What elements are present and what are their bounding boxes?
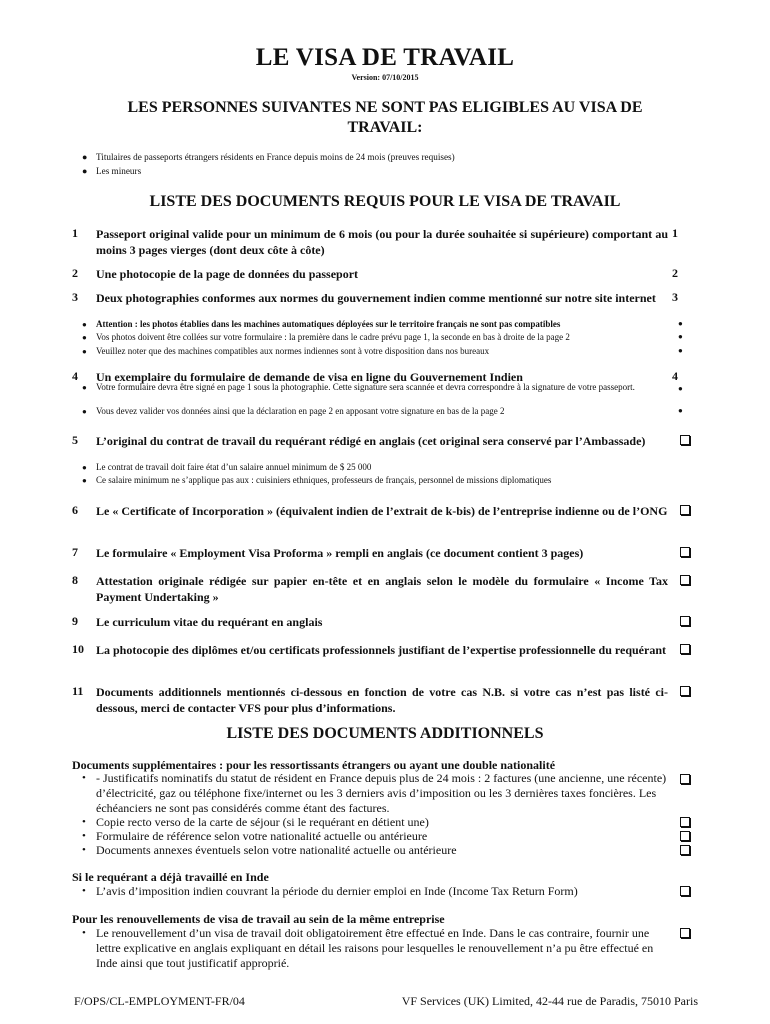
checkbox-icon[interactable] — [680, 774, 690, 784]
bullet-icon: • — [82, 885, 86, 897]
sub-note: ● Attention : les photos établies dans les machines automatiques déployées sur le territoire français ne sont pas compatibles — [82, 319, 561, 329]
bullet-icon: ● — [82, 407, 87, 416]
checkbox-icon[interactable] — [680, 435, 690, 445]
ineligible-item: ● Les mineurs — [82, 166, 142, 176]
bullet-icon: ● — [82, 152, 88, 162]
bullet-icon: ● — [82, 166, 88, 176]
additional-item: • Formulaire de référence selon votre nationalité actuelle ou antérieure — [82, 829, 428, 843]
additional-section-title: Pour les renouvellements de visa de travail au sein de la même entreprise — [72, 912, 445, 926]
version-label: Version: 07/10/2015 — [351, 73, 419, 82]
required-item-6: Le « Certificate of Incorporation » (équivalent indien de l’extrait de k-bis) de l’entreprise indienne ou de l’ONG — [96, 504, 668, 518]
required-item-10: La photocopie des diplômes et/ou certificats professionnels justifiant de l’expertise professionnelle du requérant — [96, 643, 666, 657]
item-number: 11 — [72, 684, 84, 698]
additional-item: • - Justificatifs nominatifs du statut de résident en France depuis plus de 24 mois : 2 factures (une ancienne, une récente) d’électricité, gaz ou téléphone fixe/internet ou les 3 derniers avis d’imposition ou les 3 dernières taxes foncières. Les échéanciers ne sont pas considérés comme étant des factures. — [82, 771, 667, 815]
bullet-icon: • — [82, 816, 86, 828]
required-item-8: Attestation originale rédigée sur papier en-tête et en anglais selon le modèle du formulaire « Income Tax Payment Undertaking » — [96, 574, 668, 604]
checkbox-icon[interactable] — [680, 575, 690, 585]
item-number: 3 — [72, 290, 78, 304]
item-number: 9 — [72, 614, 78, 628]
additional-section-title: Si le requérant a déjà travaillé en Inde — [72, 870, 269, 884]
sub-note: ● Le contrat de travail doit faire état d’un salaire annuel minimum de $ 25 000 — [82, 462, 372, 472]
bullet-icon: ● — [82, 333, 87, 342]
ineligible-item: ● Titulaires de passeports étrangers résidents en France depuis moins de 24 mois (preuves requises) — [82, 152, 455, 162]
bullet-icon: ● — [82, 476, 87, 485]
page-ref: 3 — [672, 290, 678, 304]
ineligible-heading: LES PERSONNES SUIVANTES NE SONT PAS ELIGIBLES AU VISA DE TRAVAIL: — [127, 99, 643, 136]
footer-address: VF Services (UK) Limited, 42-44 rue de Paradis, 75010 Paris — [401, 994, 698, 1008]
additional-item: • Le renouvellement d’un visa de travail doit obligatoirement être effectué en Inde. Dans le cas contraire, fournir une lettre explicative en anglais expliquant en détail les raisons pour lesquelles le renouvellement n’a pu être effectué en Inde ainsi que tout justificatif approprié. — [82, 926, 654, 970]
sub-note: ● Veuillez noter que des machines compatibles aux normes indiennes sont à votre disposition dans nos bureaux — [82, 346, 490, 356]
bullet-icon: • — [82, 927, 86, 939]
bullet-icon: ● — [678, 406, 683, 415]
bullet-icon: ● — [678, 332, 683, 341]
checkbox-icon[interactable] — [680, 505, 690, 515]
bullet-icon: ● — [82, 320, 87, 329]
required-item-5: L’original du contrat de travail du requérant rédigé en anglais (cet original sera conservé par l’Ambassade) — [96, 434, 646, 448]
checkbox-icon[interactable] — [680, 817, 690, 827]
bullet-icon: ● — [82, 347, 87, 356]
required-item-11: Documents additionnels mentionnés ci-dessous en fonction de votre cas N.B. si votre cas n’est pas listé ci-dessous, merci de contacter VFS pour plus d’informations. — [96, 685, 668, 715]
bullet-icon: • — [82, 772, 86, 784]
additional-item: • Copie recto verso de la carte de séjour (si le requérant en détient une) — [82, 815, 429, 829]
item-number: 1 — [72, 226, 78, 240]
sub-note: ● Votre formulaire devra être signé en page 1 sous la photographie. Cette signature sera scannée et devra correspondre à la signature de votre passeport. — [82, 382, 635, 392]
item-number: 7 — [72, 545, 78, 559]
page-ref: 1 — [672, 226, 678, 240]
bullet-icon: ● — [678, 384, 683, 393]
item-number: 6 — [72, 503, 78, 517]
additional-item: • L’avis d’imposition indien couvrant la période du dernier emploi en Inde (Income Tax Return Form) — [82, 884, 578, 898]
item-number: 2 — [72, 266, 78, 280]
item-number: 10 — [72, 642, 84, 656]
required-item-3: Deux photographies conformes aux normes du gouvernement indien comme mentionné sur notre site internet — [96, 291, 656, 305]
sub-note: ● Ce salaire minimum ne s’applique pas aux : cuisiniers ethniques, professeurs de français, personnel de missions diplomatiques — [82, 475, 552, 485]
item-number: 5 — [72, 433, 78, 447]
checkbox-icon[interactable] — [680, 845, 690, 855]
checkbox-icon[interactable] — [680, 886, 690, 896]
required-item-1: Passeport original valide pour un minimum de 6 mois (ou pour la durée souhaitée si supérieure) comportant au moins 3 pages vierges (dont deux côte à côte) — [96, 227, 668, 257]
required-heading: LISTE DES DOCUMENTS REQUIS POUR LE VISA DE TRAVAIL — [149, 193, 621, 210]
page-title: LE VISA DE TRAVAIL — [255, 44, 515, 71]
checkbox-icon[interactable] — [680, 644, 690, 654]
bullet-icon: ● — [678, 346, 683, 355]
required-item-7: Le formulaire « Employment Visa Proforma » rempli en anglais (ce document contient 3 pages) — [96, 546, 584, 560]
sub-note: ● Vos photos doivent être collées sur votre formulaire : la première dans le cadre prévu page 1, la seconde en bas à droite de la page 2 — [82, 332, 570, 342]
bullet-icon: • — [82, 830, 86, 842]
bullet-icon: ● — [678, 319, 683, 328]
additional-heading: LISTE DES DOCUMENTS ADDITIONNELS — [226, 725, 544, 742]
checkbox-icon[interactable] — [680, 616, 690, 626]
checkbox-icon[interactable] — [680, 686, 690, 696]
checkbox-icon[interactable] — [680, 831, 690, 841]
additional-section-title: Documents supplémentaires : pour les ressortissants étrangers ou ayant une double nationalité — [72, 758, 556, 772]
additional-item: • Documents annexes éventuels selon votre nationalité actuelle ou antérieure — [82, 843, 457, 857]
item-number: 8 — [72, 573, 78, 587]
item-number: 4 — [72, 369, 78, 383]
checkbox-icon[interactable] — [680, 928, 690, 938]
required-item-9: Le curriculum vitae du requérant en anglais — [96, 615, 323, 629]
bullet-icon: ● — [82, 383, 87, 392]
page-ref: 4 — [672, 369, 678, 383]
checkbox-icon[interactable] — [680, 547, 690, 557]
page-ref: 2 — [672, 266, 678, 280]
bullet-icon: • — [82, 844, 86, 856]
bullet-icon: ● — [82, 463, 87, 472]
required-item-2: Une photocopie de la page de données du passeport — [96, 267, 359, 281]
sub-note: ● Vous devez valider vos données ainsi que la déclaration en page 2 en apposant votre signature en bas de la page 2 — [82, 406, 505, 416]
footer-reference: F/OPS/CL-EMPLOYMENT-FR/04 — [74, 994, 245, 1008]
required-item-4: Un exemplaire du formulaire de demande de visa en ligne du Gouvernement Indien — [96, 370, 523, 384]
